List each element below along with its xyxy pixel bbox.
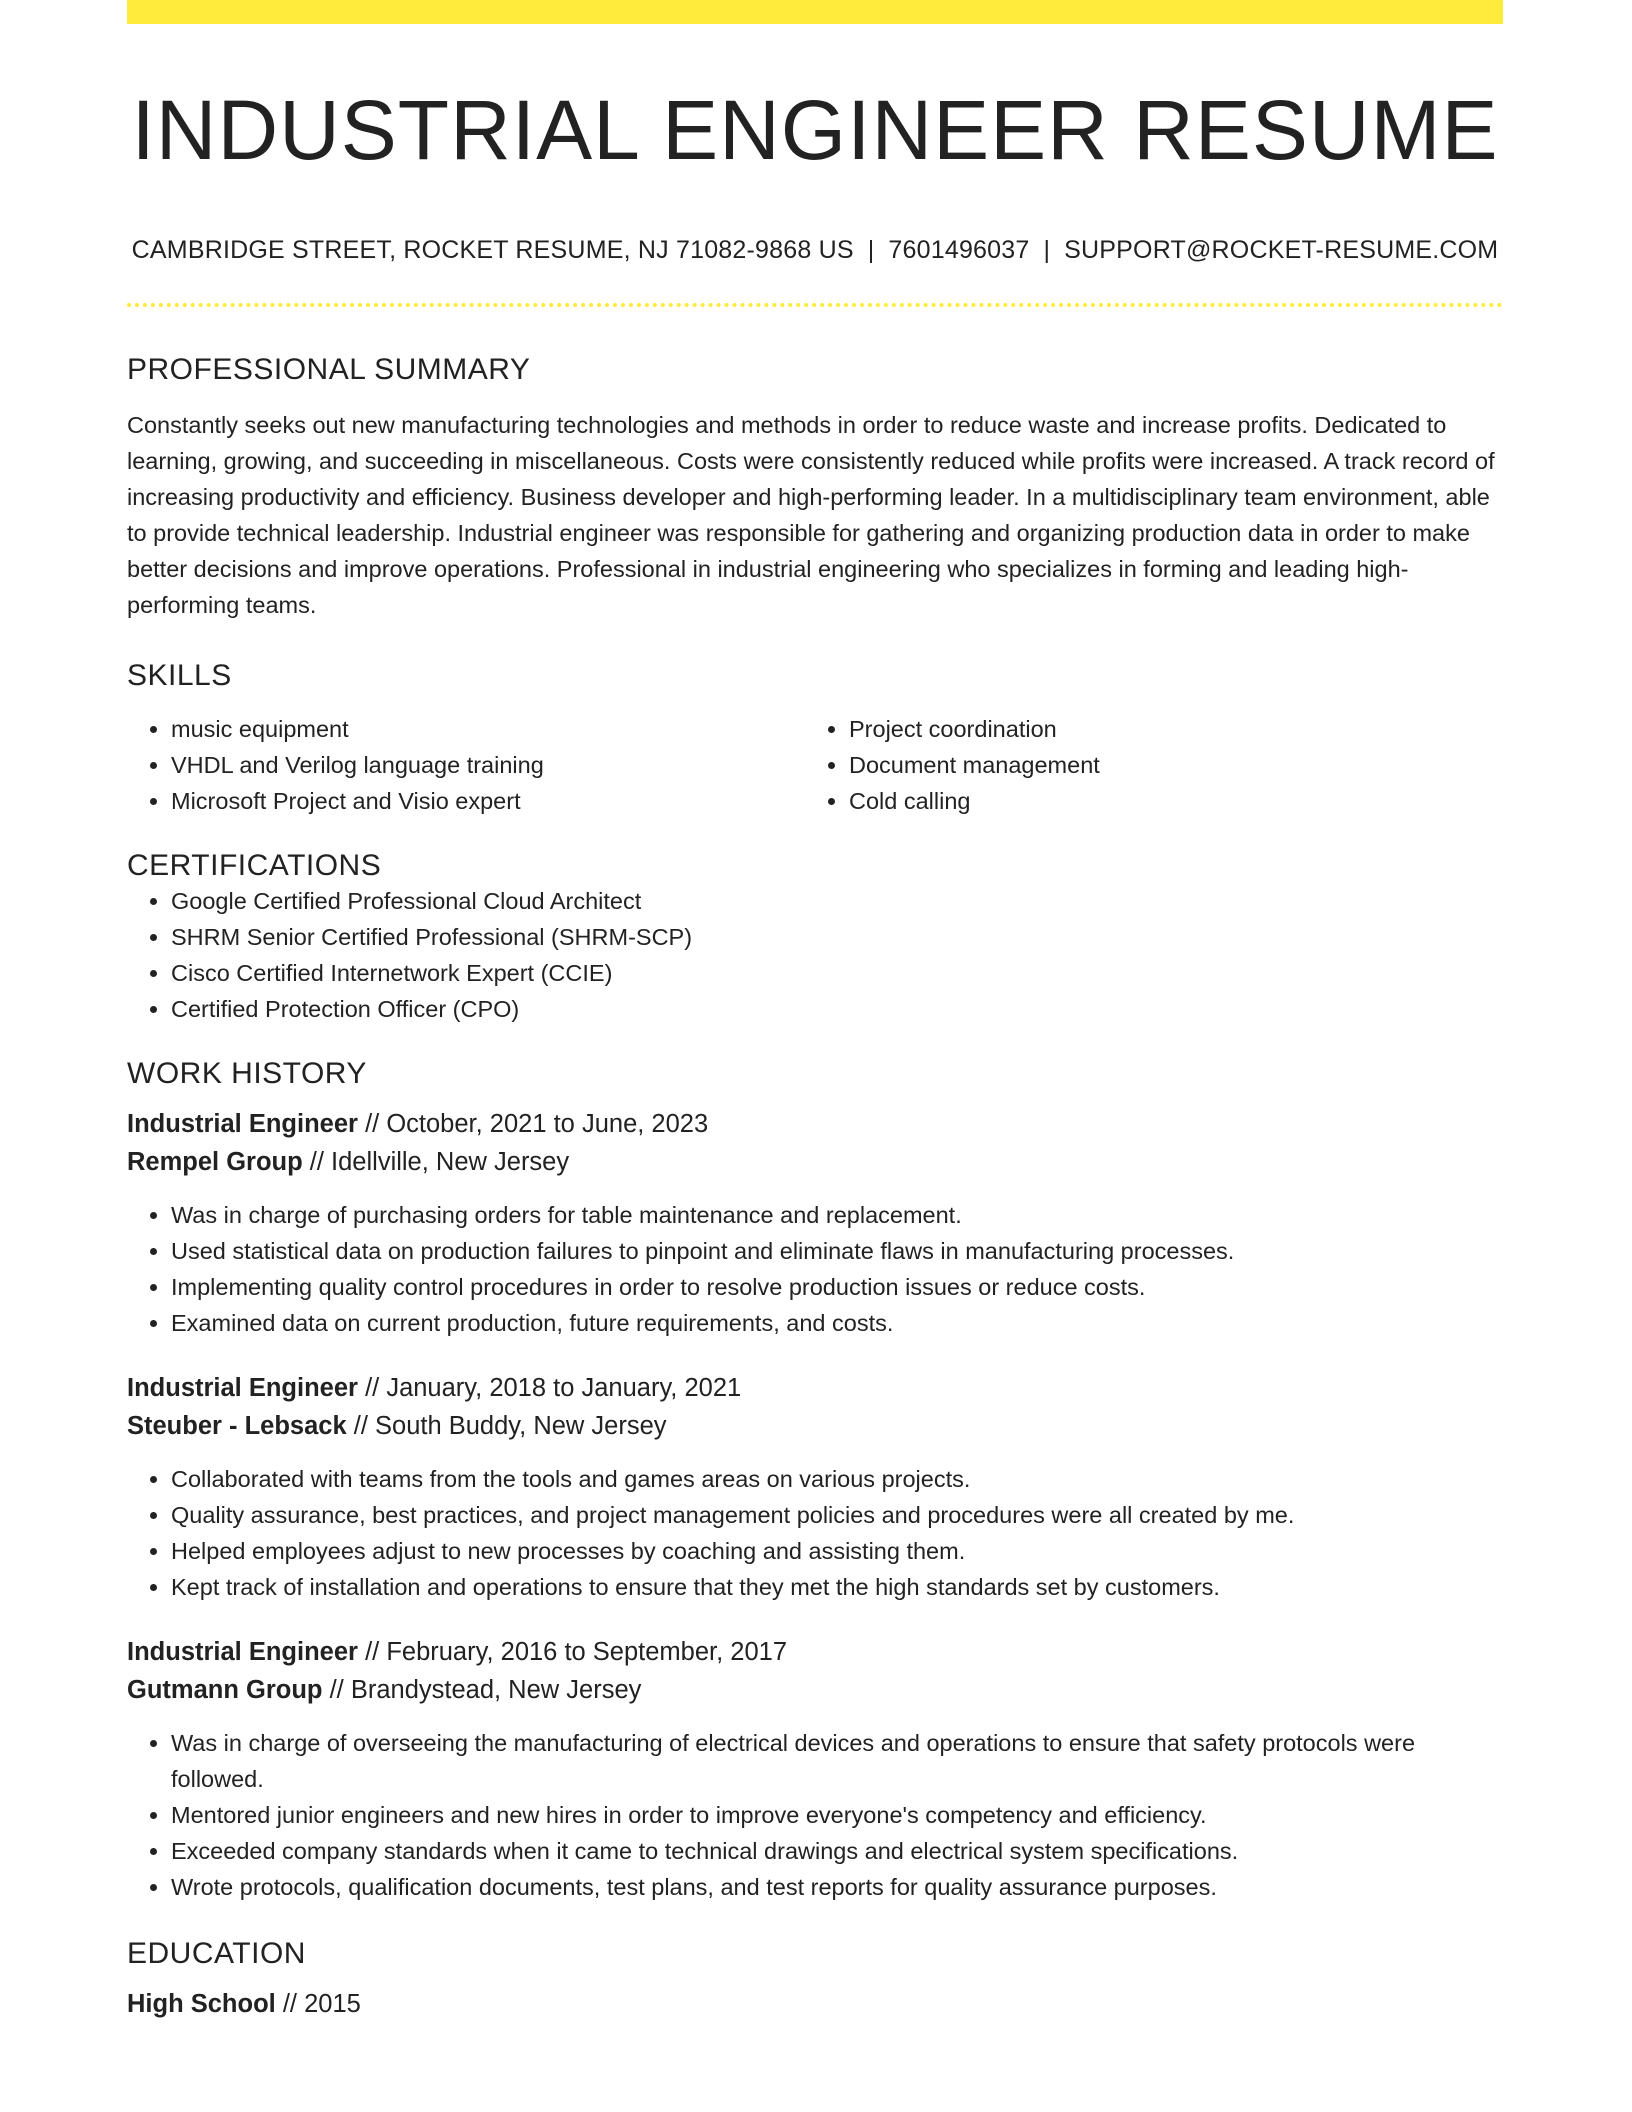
education-heading: EDUCATION (127, 1937, 306, 1971)
job-bullet: • Quality assurance, best practices, and project management policies and procedures were all created by me. (171, 1497, 1503, 1533)
contact-email: SUPPORT@ROCKET-RESUME.COM (1064, 236, 1499, 265)
skills-heading: SKILLS (127, 659, 232, 693)
education-entry (127, 1985, 1503, 2023)
job-entry (127, 1369, 1503, 1605)
job-company: Rempel Group (127, 1148, 303, 1177)
dotted-divider (127, 303, 1503, 307)
job-bullet: • Implementing quality control procedures in order to resolve production issues or reduce costs. (171, 1269, 1503, 1305)
skills-grid (127, 711, 1503, 819)
job-bullet: • Mentored junior engineers and new hires in order to improve everyone's competency and efficiency. (171, 1797, 1503, 1833)
education-year: // 2015 (282, 1990, 361, 2019)
skills-list-left (127, 711, 805, 819)
skill-item: • Microsoft Project and Visio expert (171, 783, 805, 819)
certification-item: • Certified Protection Officer (CPO) (171, 991, 1503, 1027)
skill-item: • Cold calling (849, 783, 1483, 819)
certifications-heading: CERTIFICATIONS (127, 849, 382, 883)
work-history-heading: WORK HISTORY (127, 1057, 367, 1091)
certifications-list (127, 883, 1503, 1027)
skills-list-right (805, 711, 1483, 819)
skill-item: • Project coordination (849, 711, 1483, 747)
summary-text: Constantly seeks out new manufacturing technologies and methods in order to reduce waste and increase profits. Dedicated to learning, growing, and succeeding in miscellaneous. Costs were consistently reduced while profits were increased. A track record of increasing productivity and efficiency. Business developer and high-performing leader. In a multidisciplinary team environment, able to provide technical leadership. Industrial engineer was responsible for gathering and organizing production data in order to make better decisions and improve operations. Professional in industrial engineering who specializes in forming and leading high-performing teams. (127, 412, 1495, 619)
job-bullet: • Helped employees adjust to new processes by coaching and assisting them. (171, 1533, 1503, 1569)
certification-item: • SHRM Senior Certified Professional (SHRM-SCP) (171, 919, 1503, 955)
job-title: Industrial Engineer (127, 1374, 358, 1403)
job-bullet: • Collaborated with teams from the tools and games areas on various projects. (171, 1461, 1503, 1497)
job-title-line (127, 1369, 1503, 1407)
job-bullet: • Examined data on current production, future requirements, and costs. (171, 1305, 1503, 1341)
contact-phone: 7601496037 (888, 236, 1030, 265)
resume-page (127, 0, 1503, 2023)
skill-item: • VHDL and Verilog language training (171, 747, 805, 783)
certification-item: • Cisco Certified Internetwork Expert (CCIE) (171, 955, 1503, 991)
contact-separator: | (867, 236, 875, 265)
job-title-line (127, 1105, 1503, 1143)
contact-line (127, 236, 1503, 265)
job-bullet: • Wrote protocols, qualification documents, test plans, and test reports for quality assurance purposes. (171, 1869, 1503, 1905)
job-company: Gutmann Group (127, 1676, 323, 1705)
job-company-line (127, 1671, 1503, 1709)
job-title-line (127, 1633, 1503, 1671)
job-company: Steuber - Lebsack (127, 1412, 347, 1441)
resume-title: INDUSTRIAL ENGINEER RESUME (131, 83, 1499, 177)
accent-top-bar (127, 0, 1503, 24)
contact-separator: | (1043, 236, 1051, 265)
skill-item: • Document management (849, 747, 1483, 783)
job-bullets (127, 1461, 1503, 1605)
job-company-line (127, 1407, 1503, 1445)
job-bullets (127, 1725, 1503, 1905)
job-dates: // January, 2018 to January, 2021 (365, 1374, 742, 1403)
job-bullet: • Exceeded company standards when it came to technical drawings and electrical system specifications. (171, 1833, 1503, 1869)
summary-heading: PROFESSIONAL SUMMARY (127, 353, 531, 387)
education-degree: High School (127, 1990, 276, 2019)
skill-item: • music equipment (171, 711, 805, 747)
job-bullet: • Kept track of installation and operations to ensure that they met the high standards set by customers. (171, 1569, 1503, 1605)
job-bullet: • Was in charge of purchasing orders for table maintenance and replacement. (171, 1197, 1503, 1233)
job-dates: // October, 2021 to June, 2023 (365, 1110, 709, 1139)
job-bullets (127, 1197, 1503, 1341)
job-location: // South Buddy, New Jersey (353, 1412, 667, 1441)
certification-item: • Google Certified Professional Cloud Architect (171, 883, 1503, 919)
job-title: Industrial Engineer (127, 1638, 358, 1667)
contact-address: CAMBRIDGE STREET, ROCKET RESUME, NJ 71082-9868 US (131, 236, 854, 265)
job-entry (127, 1633, 1503, 1905)
job-bullet: • Used statistical data on production failures to pinpoint and eliminate flaws in manufacturing processes. (171, 1233, 1503, 1269)
job-location: // Brandystead, New Jersey (329, 1676, 642, 1705)
job-title: Industrial Engineer (127, 1110, 358, 1139)
job-location: // Idellville, New Jersey (309, 1148, 570, 1177)
job-bullet: • Was in charge of overseeing the manufacturing of electrical devices and operations to ensure that safety protocols were followed. (171, 1725, 1503, 1797)
job-entry (127, 1105, 1503, 1341)
job-dates: // February, 2016 to September, 2017 (365, 1638, 788, 1667)
job-company-line (127, 1143, 1503, 1181)
